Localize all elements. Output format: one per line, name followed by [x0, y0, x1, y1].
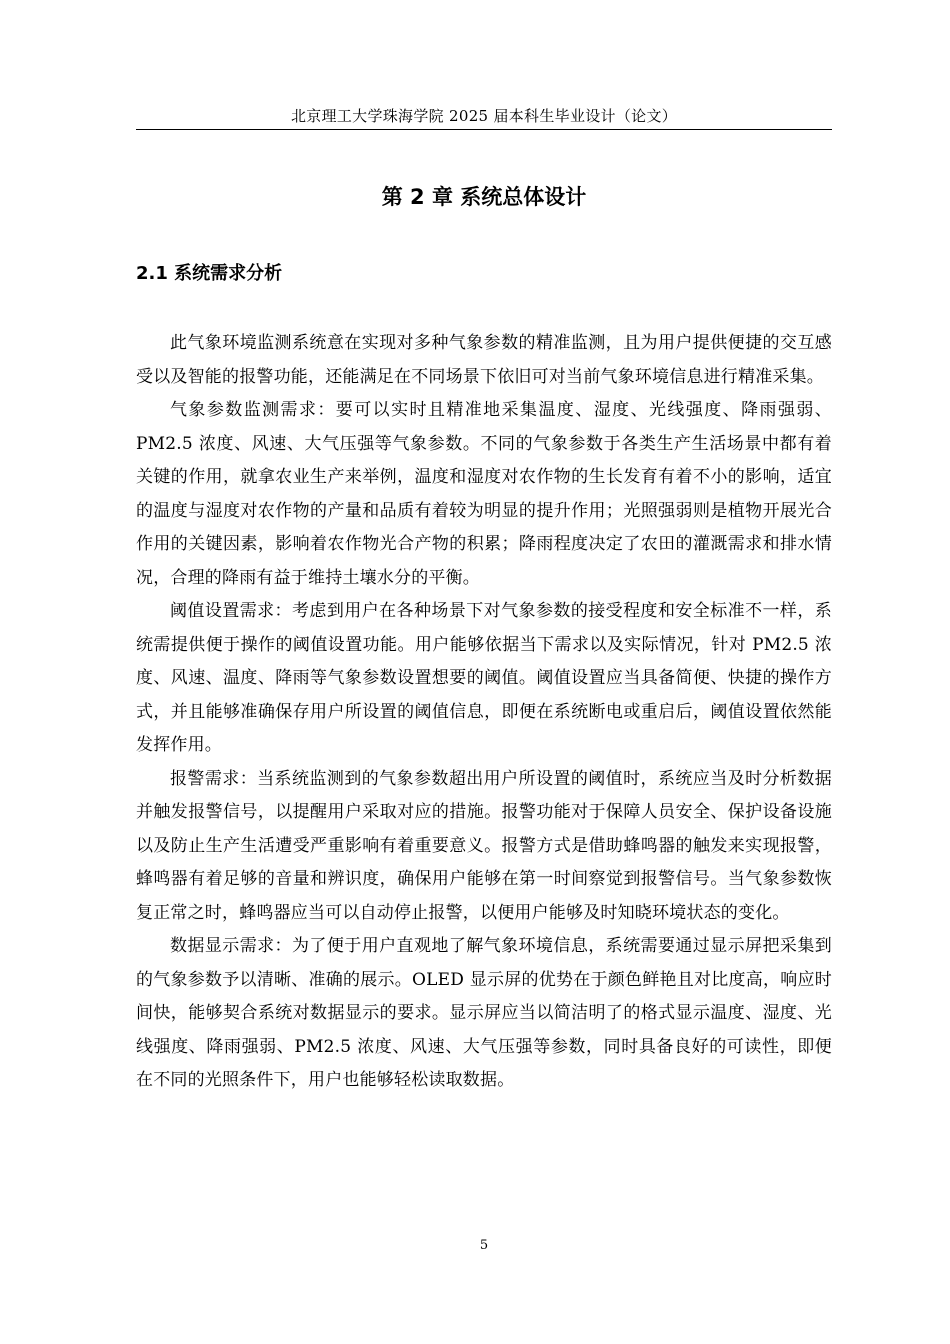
page-number: 5: [479, 1238, 489, 1253]
section-title: 2.1 系统需求分析: [136, 263, 283, 284]
paragraph-intro: 此气象环境监测系统意在实现对多种气象参数的精准监测，且为用户提供便捷的交互感受以及智能的报警功能，还能满足在不同场景下依旧可对当前气象环境信息进行精准采集。: [136, 333, 832, 387]
paragraph-display-requirements: 数据显示需求：为了便于用户直观地了解气象环境信息，系统需要通过显示屏把采集到的气象参数予以清晰、准确的展示。OLED 显示屏的优势在于颜色鲜艳且对比度高，响应时间快，能够契合系统对数据显示的要求。显示屏应当以简洁明了的格式显示温度、湿度、光线强度、降雨强弱、PM2.5 浓度、风速、大气压强等参数，同时具备良好的可读性，即便在不同的光照条件下，用户也能够轻松读取数据。: [136, 936, 832, 1090]
paragraph-alarm-requirements: 报警需求：当系统监测到的气象参数超出用户所设置的阈值时，系统应当及时分析数据并触发报警信号，以提醒用户采取对应的措施。报警功能对于保障人员安全、保护设备设施以及防止生产生活遭受严重影响有着重要意义。报警方式是借助蜂鸣器的触发来实现报警，蜂鸣器有着足够的音量和辨识度，确保用户能够在第一时间察觉到报警信号。当气象参数恢复正常之时，蜂鸣器应当可以自动停止报警，以便用户能够及时知晓环境状态的变化。: [136, 768, 832, 923]
header-rule: [136, 129, 832, 130]
paragraph-monitoring-requirements: 气象参数监测需求：要可以实时且精准地采集温度、湿度、光线强度、降雨强弱、PM2.5 浓度、风速、大气压强等气象参数。不同的气象参数于各类生产生活场景中都有着关键的作用，就拿农业生产来举例，温度和湿度对农作物的生长发育有着不小的影响，适宜的温度与湿度对农作物的产量和品质有着较为明显的提升作用；光照强弱则是植物开展光合作用的关键因素，影响着农作物光合产物的积累；降雨程度决定了农田的灌溉需求和排水情况，合理的降雨有益于维持土壤水分的平衡。: [136, 400, 832, 588]
paragraph-threshold-requirements: 阈值设置需求：考虑到用户在各种场景下对气象参数的接受程度和安全标准不一样，系统需提供便于操作的阈值设置功能。用户能够依据当下需求以及实际情况，针对 PM2.5 浓度、风速、温度、降雨等气象参数设置想要的阈值。阈值设置应当具备简便、快捷的操作方式，并且能够准确保存用户所设置的阈值信息，即便在系统断电或重启后，阈值设置依然能发挥作用。: [136, 601, 832, 755]
page-header: 北京理工大学珠海学院 2025 届本科生毕业设计（论文）: [290, 107, 678, 125]
chapter-title: 第 2 章 系统总体设计: [381, 185, 587, 209]
body-text: [136, 327, 832, 1098]
